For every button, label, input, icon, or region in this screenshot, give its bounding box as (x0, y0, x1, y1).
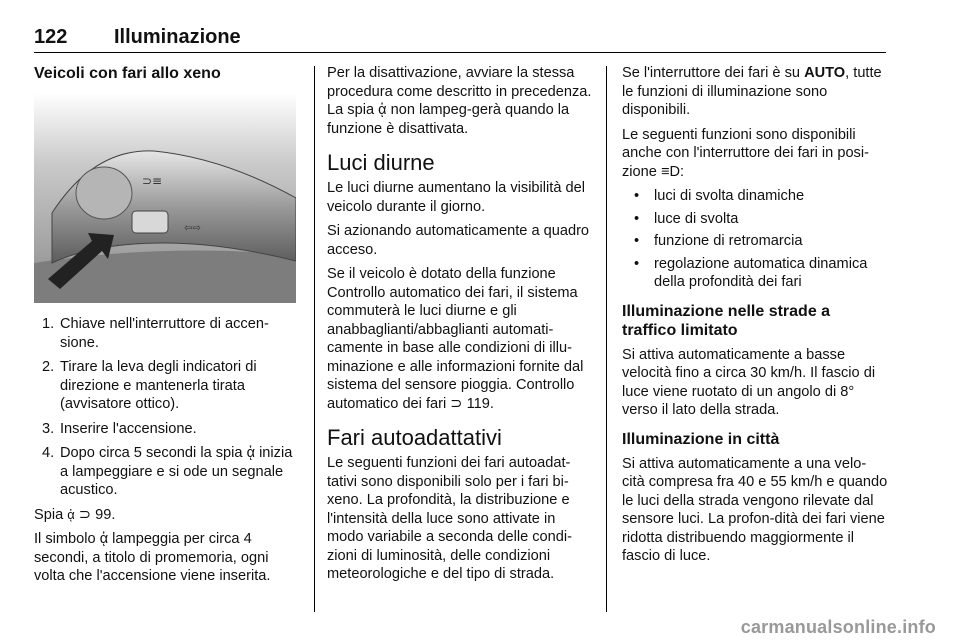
functions-bullet-list (622, 187, 888, 292)
section-heading-luci-diurne: Luci diurne (327, 150, 435, 175)
section-heading-citta: Illuminazione in città (622, 430, 780, 448)
spia-reference: Spia ᾀ ⊃ 99. (34, 506, 116, 523)
list-item: • luce di svolta (622, 210, 888, 229)
paragraph: Se l'interruttore dei fari è su AUTO, tutte le funzioni di illuminazione sono disponibili. (622, 65, 882, 118)
paragraph: Si attiva automaticamente a basse velocità fino a circa 30 km/h. Il fascio di luce viene ruotato di un angolo di 8° verso il lato della strada. (622, 346, 876, 418)
lever-figure-svg (34, 93, 296, 303)
list-item: 3. Inserire l'accensione. (42, 420, 197, 437)
section-heading-fari-autoadattativi: Fari autoadattativi (327, 425, 502, 450)
paragraph: Le seguenti funzioni sono disponibili anche con l'interruttore dei fari in posi-zione ≡D: (622, 126, 869, 180)
paragraph: Si attiva automaticamente a una velo-cità compresa fra 40 e 55 km/h e quando le luci della strada vengono rilevate dal sensore luci. La profon-dità dei fari viene ridotta distribuendo maggiormente il fascio di luce. (622, 455, 888, 564)
headlight-lever-illustration (34, 93, 296, 303)
list-item: 2. Tirare la leva degli indicatori di direzione e mantenerla tirata (avvisatore ottico). (42, 359, 257, 412)
column-divider-2 (606, 66, 607, 612)
xenon-warning-icon: ᾀ (67, 506, 75, 522)
page-number: 122 (34, 26, 68, 48)
procedure-steps-list (34, 315, 302, 500)
column-1 (34, 64, 302, 592)
paragraph: Le seguenti funzioni dei fari autoadat-tativi sono disponibili solo per i fari bi-xeno. La profondità, la distribuzione e l'intensità della luce sono attivate in modo variabile a seconda delle condi-zioni di luminosità, delle condizioni meteorologiche e del tipo di strada. (327, 455, 573, 582)
paragraph: Se il veicolo è dotato della funzione Controllo automatico dei fari, il sistema commuterà le luci diurne e gli anabbaglianti/abbaglianti automati-camente in base alle condizioni di illu-minazione e alle informazioni fornite dal sistema del sensore pioggia. Controllo automatico dei fari ⊃ 119. (327, 266, 584, 412)
column-divider-1 (314, 66, 315, 612)
list-item: • funzione di retromarcia (622, 232, 888, 251)
watermark: carmanualsonline.info (740, 617, 936, 637)
lever-symbol-headlight: ⊃≡ (142, 174, 163, 188)
paragraph: Per la disattivazione, avviare la stessa procedura come descritto in precedenza. La spia ᾀ non lampeg-gerà quando la funzione è disattivata. (327, 65, 592, 137)
list-item: 4. Dopo circa 5 secondi la spia ᾀ inizia a lampeggiare e si ode un segnale acustico. (42, 445, 293, 498)
list-item: • luci di svolta dinamiche (622, 187, 888, 206)
list-item: 1. Chiave nell'interruttore di accen-sione. (42, 316, 269, 351)
page-header (34, 26, 886, 53)
paragraph: Si azionando automaticamente a quadro acceso. (327, 223, 590, 258)
lever-end-knob (76, 167, 132, 219)
lever-button (132, 211, 168, 233)
paragraph: Le luci diurne aumentano la visibilità del veicolo durante il giorno. (327, 180, 585, 215)
lever-symbol-arrows: ⇦⇨ (184, 223, 201, 234)
list-item: • regolazione automatica dinamica della profondità dei fari (622, 255, 888, 292)
paragraph: Il simbolo ᾀ lampeggia per circa 4 secondi, a titolo di promemoria, ogni volta che l'accensione viene inserita. (34, 531, 271, 584)
column-3 (622, 64, 888, 572)
section-heading-xeno: Veicoli con fari allo xeno (34, 65, 221, 82)
column-2 (327, 64, 595, 590)
auto-label: AUTO (804, 65, 846, 81)
chapter-title: Illuminazione (114, 26, 241, 48)
page-reference-link[interactable]: ⊃ 99. (78, 506, 116, 523)
section-heading-strade: Illuminazione nelle strade a traffico limitato (622, 302, 831, 339)
